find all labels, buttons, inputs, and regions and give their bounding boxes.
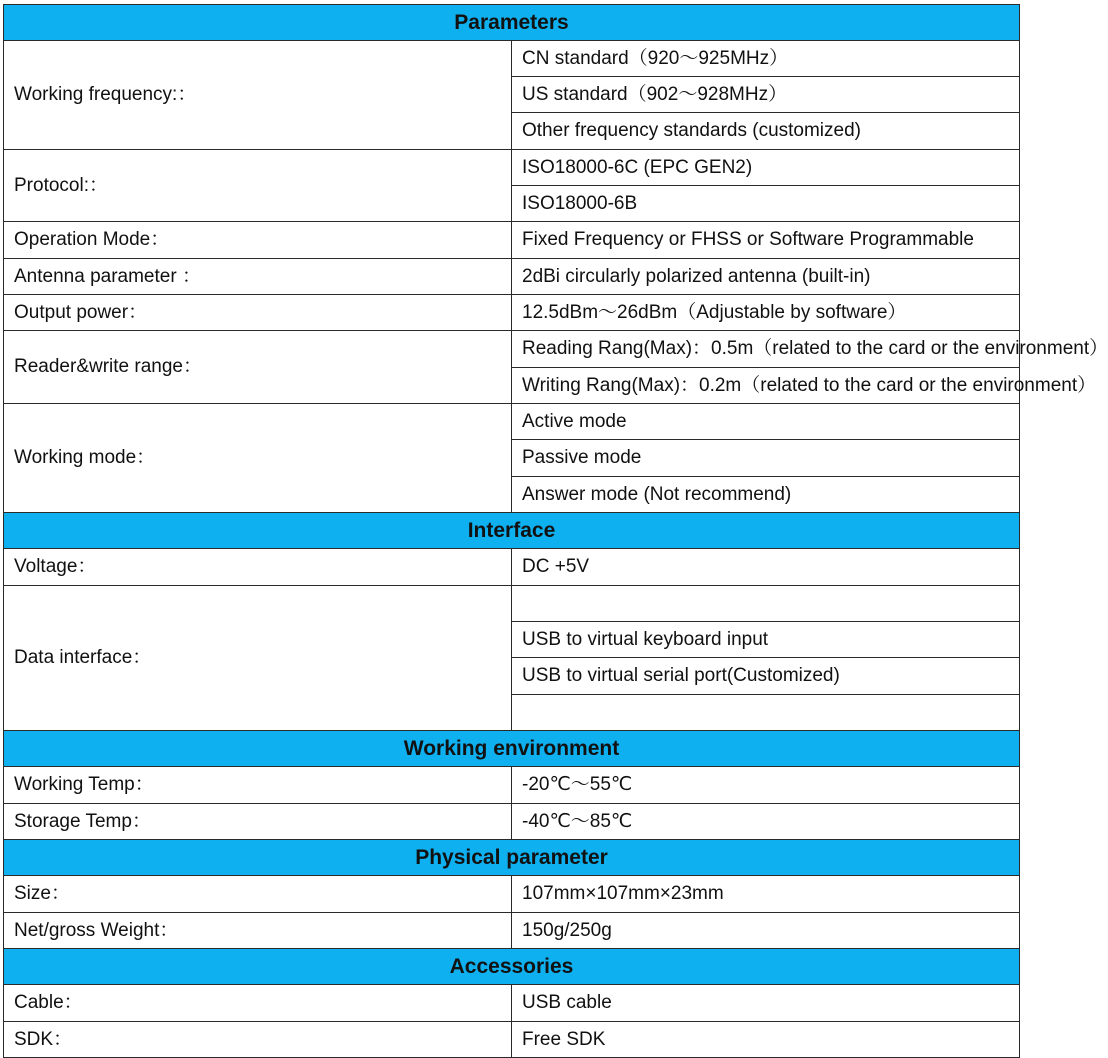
spec-value (512, 695, 1020, 731)
spec-label: SDK： (4, 1022, 512, 1058)
section-title: Physical parameter (4, 840, 1020, 876)
spec-label: Storage Temp： (4, 804, 512, 840)
section-header-row (4, 840, 1020, 876)
spec-label: Cable： (4, 985, 512, 1022)
spec-value: ISO18000-6C (EPC GEN2) (512, 150, 1020, 186)
spec-label: Net/gross Weight： (4, 913, 512, 949)
spec-value: ISO18000-6B (512, 186, 1020, 222)
spec-label: Antenna parameter ： (4, 259, 512, 295)
table-row (4, 222, 1020, 259)
section-header-row (4, 5, 1020, 41)
spec-value: USB to virtual serial port(Customized) (512, 658, 1020, 695)
table-row (4, 804, 1020, 840)
spec-value: 2dBi circularly polarized antenna (built-in) (512, 259, 1020, 295)
spec-value: USB to virtual keyboard input (512, 622, 1020, 658)
table-row (4, 549, 1020, 586)
spec-label: Reader&write range： (4, 331, 512, 404)
spec-label: Output power： (4, 295, 512, 331)
section-title: Interface (4, 513, 1020, 549)
table-row (4, 876, 1020, 913)
section-title: Working environment (4, 731, 1020, 767)
section-title: Accessories (4, 949, 1020, 985)
section-header-row (4, 731, 1020, 767)
table-row (4, 295, 1020, 331)
spec-value: Passive mode (512, 440, 1020, 477)
spec-table-body (4, 5, 1108, 1058)
table-row (4, 1022, 1020, 1058)
spec-value: Fixed Frequency or FHSS or Software Programmable (512, 222, 1020, 259)
spec-label: Working Temp： (4, 767, 512, 804)
spec-value: Active mode (512, 404, 1020, 440)
spec-label: Size： (4, 876, 512, 913)
table-row (4, 259, 1020, 295)
spec-value: US standard（902～928MHz） (512, 77, 1020, 113)
spec-label: Working mode： (4, 404, 512, 513)
spec-value: Other frequency standards (customized) (512, 113, 1020, 150)
table-row (4, 985, 1020, 1022)
spec-value: -40℃～85℃ (512, 804, 1020, 840)
spec-value (512, 586, 1020, 622)
spec-label: Operation Mode： (4, 222, 512, 259)
spec-value: 150g/250g (512, 913, 1020, 949)
table-row (4, 767, 1020, 804)
spec-value: CN standard（920～925MHz） (512, 41, 1020, 77)
table-row (4, 150, 1020, 186)
spec-value: -20℃～55℃ (512, 767, 1020, 804)
section-header-row (4, 513, 1020, 549)
spec-value: Reading Rang(Max)：0.5m（related to the card or the environment） (512, 331, 1020, 368)
spec-value: Free SDK (512, 1022, 1020, 1058)
spec-label: Data interface： (4, 586, 512, 731)
table-row (4, 41, 1020, 77)
spec-value: Writing Rang(Max)：0.2m（related to the card or the environment） (512, 368, 1020, 404)
table-row (4, 913, 1020, 949)
section-header-row (4, 949, 1020, 985)
spec-value: Answer mode (Not recommend) (512, 477, 1020, 513)
table-row (4, 331, 1020, 368)
spec-label: Voltage： (4, 549, 512, 586)
spec-table (3, 4, 1108, 1058)
section-title: Parameters (4, 5, 1020, 41)
table-row (4, 404, 1020, 440)
spec-value: 12.5dBm～26dBm（Adjustable by software） (512, 295, 1020, 331)
spec-label: Working frequency:： (4, 41, 512, 150)
spec-value: DC +5V (512, 549, 1020, 586)
table-row (4, 586, 1020, 622)
spec-label: Protocol:： (4, 150, 512, 222)
spec-value: 107mm×107mm×23mm (512, 876, 1020, 913)
spec-value: USB cable (512, 985, 1020, 1022)
